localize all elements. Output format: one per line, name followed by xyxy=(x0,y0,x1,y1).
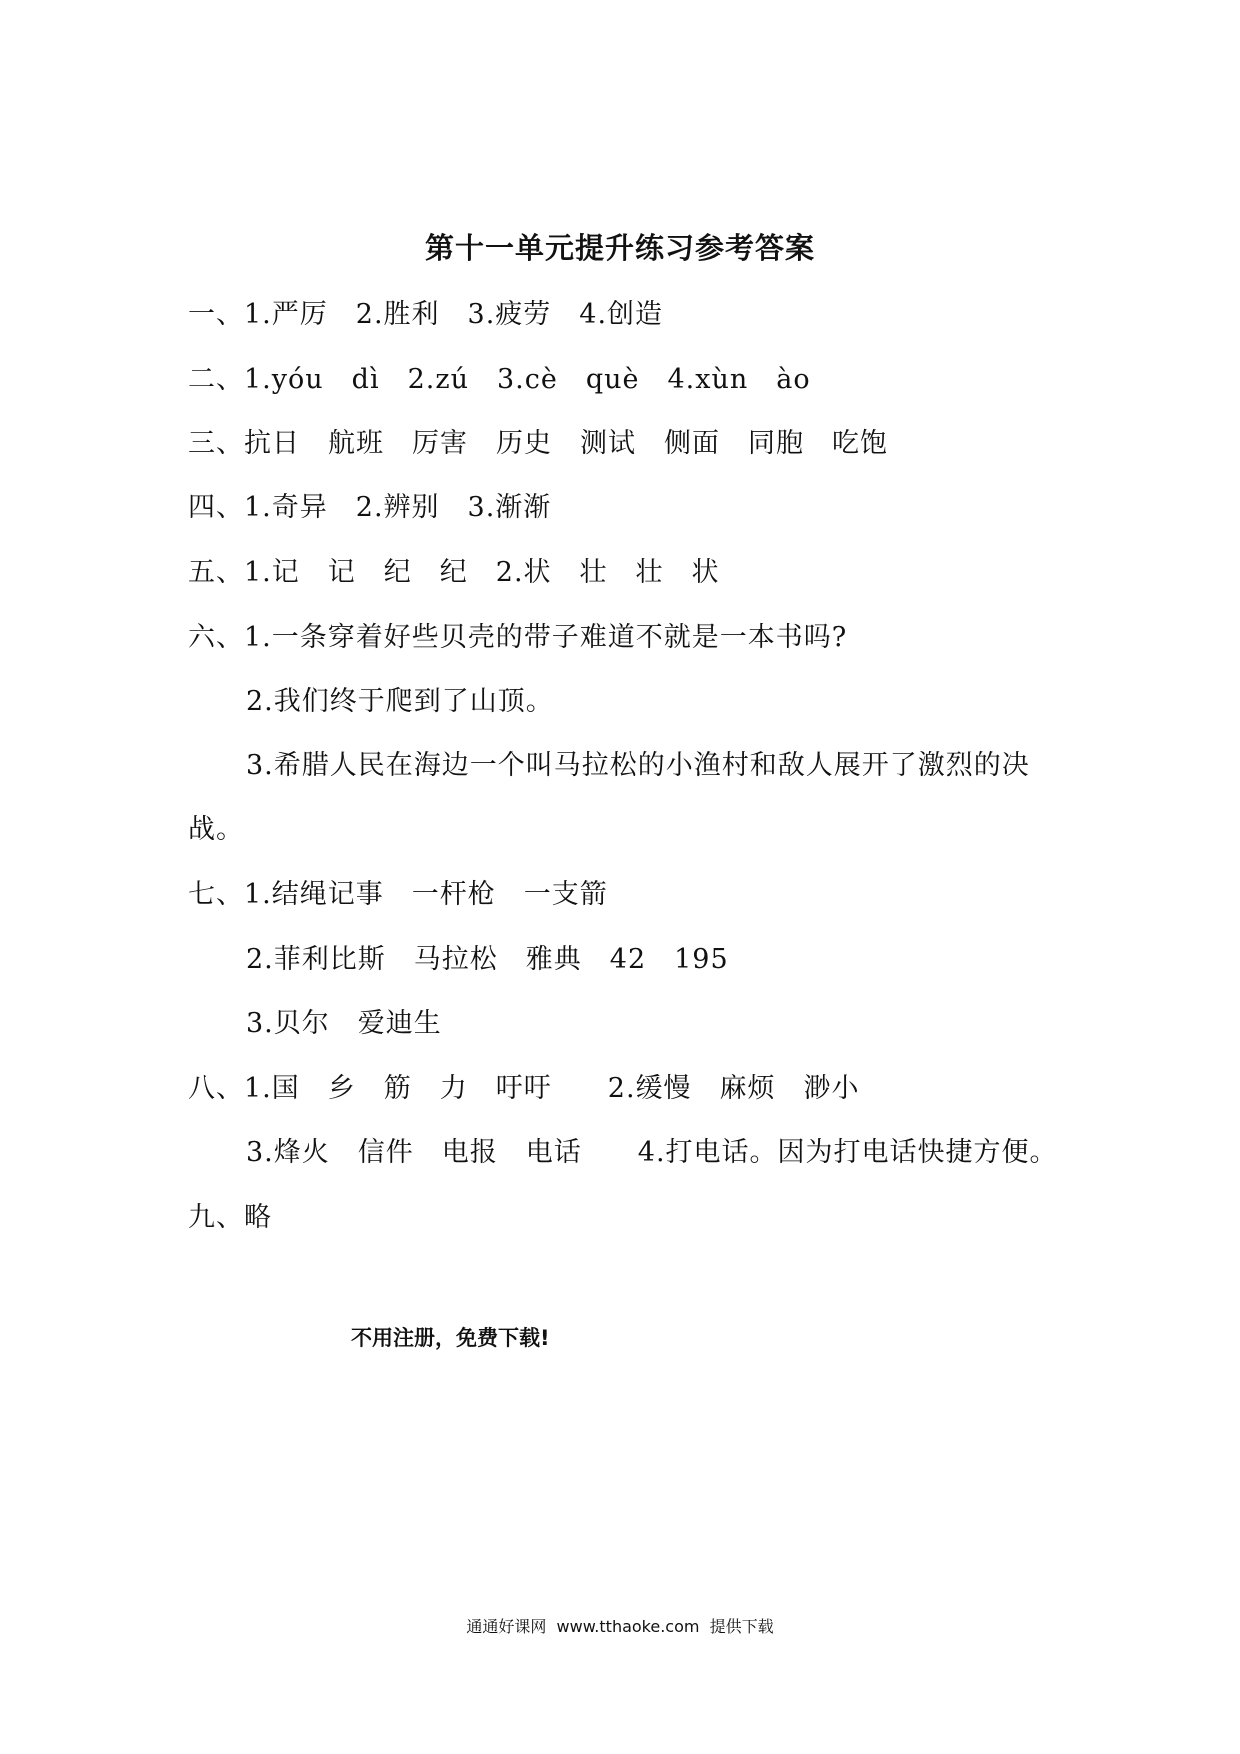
answer-line-9: 九、略 xyxy=(188,1202,272,1233)
promo-note: 不用注册，免费下载! xyxy=(351,1326,550,1350)
answer-line-3: 三、抗日 航班 厉害 历史 测试 侧面 同胞 吃饱 xyxy=(188,428,888,459)
answer-line-6-item-3: 3.希腊人民在海边一个叫马拉松的小渔村和敌人展开了激烈的决 xyxy=(246,750,1030,781)
answer-line-1: 一、1.严厉 2.胜利 3.疲劳 4.创造 xyxy=(188,299,664,330)
answer-line-4: 四、1.奇异 2.辨别 3.渐渐 xyxy=(188,492,552,523)
answer-line-7-item-2: 2.菲利比斯 马拉松 雅典 42 195 xyxy=(246,944,729,975)
answer-line-2: 二、1.yóu dì 2.zú 3.cè què 4.xùn ào xyxy=(188,364,811,395)
answer-line-6-item-2: 2.我们终于爬到了山顶。 xyxy=(246,686,554,717)
answer-line-6-item-3-continued: 战。 xyxy=(188,814,244,845)
answer-line-8: 八、1.国 乡 筋 力 吁吁 2.缓慢 麻烦 渺小 xyxy=(188,1073,860,1104)
answer-line-6: 六、1.一条穿着好些贝壳的带子难道不就是一本书吗? xyxy=(188,622,848,653)
answer-line-7: 七、1.结绳记事 一杆枪 一支箭 xyxy=(188,879,608,910)
answer-line-7-item-3: 3.贝尔 爱迪生 xyxy=(246,1008,442,1039)
answer-line-8-item-3: 3.烽火 信件 电报 电话 4.打电话。因为打电话快捷方便。 xyxy=(246,1137,1058,1168)
page-footer: 通通好课网 www.tthaoke.com 提供下载 xyxy=(466,1617,774,1636)
page-title: 第十一单元提升练习参考答案 xyxy=(424,231,815,265)
answer-line-5: 五、1.记 记 纪 纪 2.状 壮 壮 状 xyxy=(188,557,720,588)
